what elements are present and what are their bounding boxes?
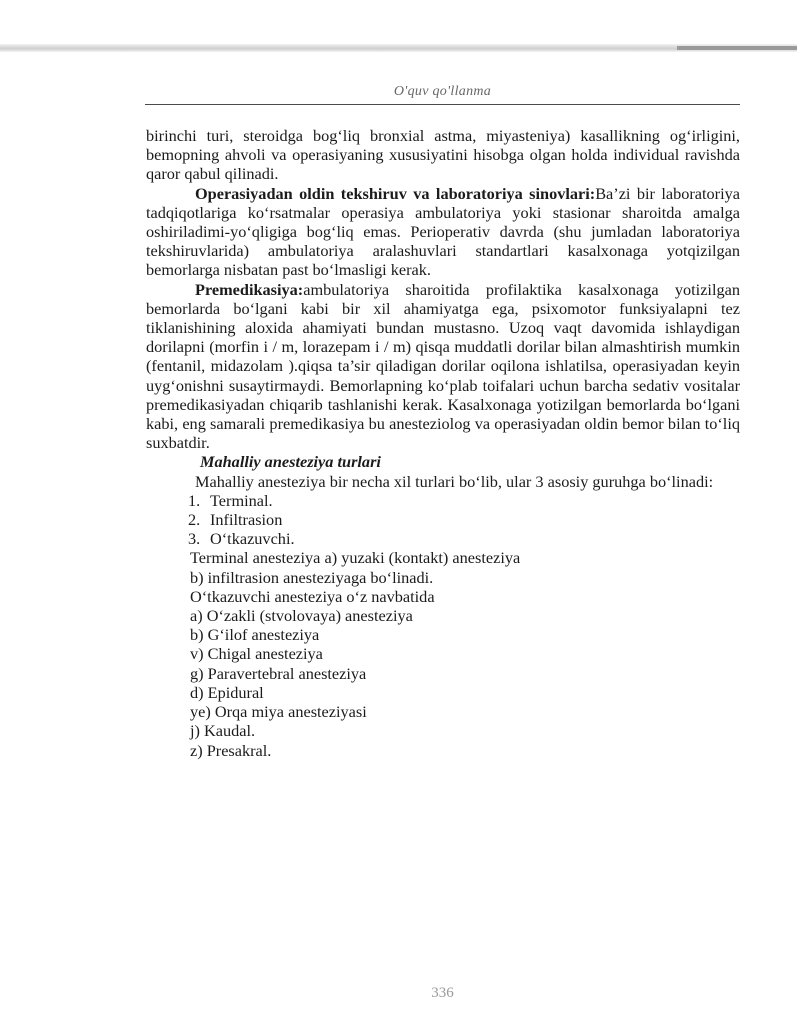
group-item: 1. Terminal. [188,490,273,510]
list-line: z) Presakral. [190,740,272,760]
list-line: a) O‘zakli (stvolovaya) anesteziya [190,606,413,626]
paragraph-2-text: Ba’zi bir laboratoriya tadqiqotlariga ko‘rsatmalar operasiya ambulatoriya yoki stasionar sharoitda amalga oshiriladimi-yo‘qligiga bog‘liq emas. Perioperativ davrda (shu jumladan laboratoriya tekshiruvlarida) ambulatoriya aralashuvlari standartlari kasalxonaga yotqizilgan bemorlarga nisbatan past bo‘lmasligi kerak. [146,183,740,280]
list-line: b) G‘ilof anesteziya [190,625,320,645]
list-line: g) Paravertebral anesteziya [190,663,367,683]
group-item: 2. Infiltrasion [188,510,283,530]
list-line: v) Chigal anesteziya [190,644,323,664]
paragraph-3 [146,280,740,453]
list-line: b) infiltrasion anesteziyaga bo‘linadi. [190,567,434,587]
section-intro: Mahalliy anesteziya bir necha xil turlari bo‘lib, ular 3 asosiy guruhga bo‘linadi: [195,471,714,491]
paragraph-2-heading: Operasiyadan oldin tekshiruv va laboratoriya sinovlari: [195,183,596,203]
scan-edge-shadow [677,46,797,50]
header-rule [145,104,740,105]
section-title: Mahalliy anesteziya turlari [200,452,381,472]
list-line: d) Epidural [190,682,264,702]
page-number: 336 [431,985,454,1001]
group-item: 3. O‘tkazuvchi. [188,529,295,549]
paragraph-2 [146,184,740,280]
list-line: j) Kaudal. [190,721,256,741]
paragraph-3-heading: Premedikasiya: [195,279,304,299]
paragraph-1: birinchi turi, steroidga bog‘liq bronxial astma, miyasteniya) kasallikning og‘irligini, bemopning ahvoli va operasiyaning xususiyatini hisobga olgan holda individual ravishda qaror qabul qilinadi. [146,126,740,184]
running-head: O'quv qo'llanma [393,84,492,99]
page-body [146,126,740,760]
list-line: ye) Orqa miya anesteziyasi [190,702,367,722]
paragraph-3-text: ambulatoriya sharoitida profilaktika kasalxonaga yotizilgan bemorlarda bo‘lgani kabi bir xil ahamiyatga ega, psixomotor funksiyalapni tez tiklanishining aloxida ahamiyati bundan mustasno. Uzoq vaqt davomida ishlaydigan dorilapni (morfin i / m, lorazepam i / m) qisqa muddatli dorilar bilan almashtirish mumkin (fentanil, midazolam ).qiqsa ta’sir qiladigan dorilar oqilona ishlatilsa, operasiyadan keyin uyg‘onishni susaytirmaydi. Bemorlapning ko‘plab toifalari uchun barcha sedativ vositalar premedikasiyadan chiqarib tashlanishi kerak. Kasalxonaga yotizilgan bemorlarda bo‘lgani kabi, eng samarali premedikasiya bu anesteziolog va operasiyadan oldin bemor bilan to‘liq suxbatdir. [146,279,740,453]
list-line: Terminal anesteziya a) yuzaki (kontakt) anesteziya [190,548,521,568]
list-line: O‘tkazuvchi anesteziya o‘z navbatida [190,586,435,606]
